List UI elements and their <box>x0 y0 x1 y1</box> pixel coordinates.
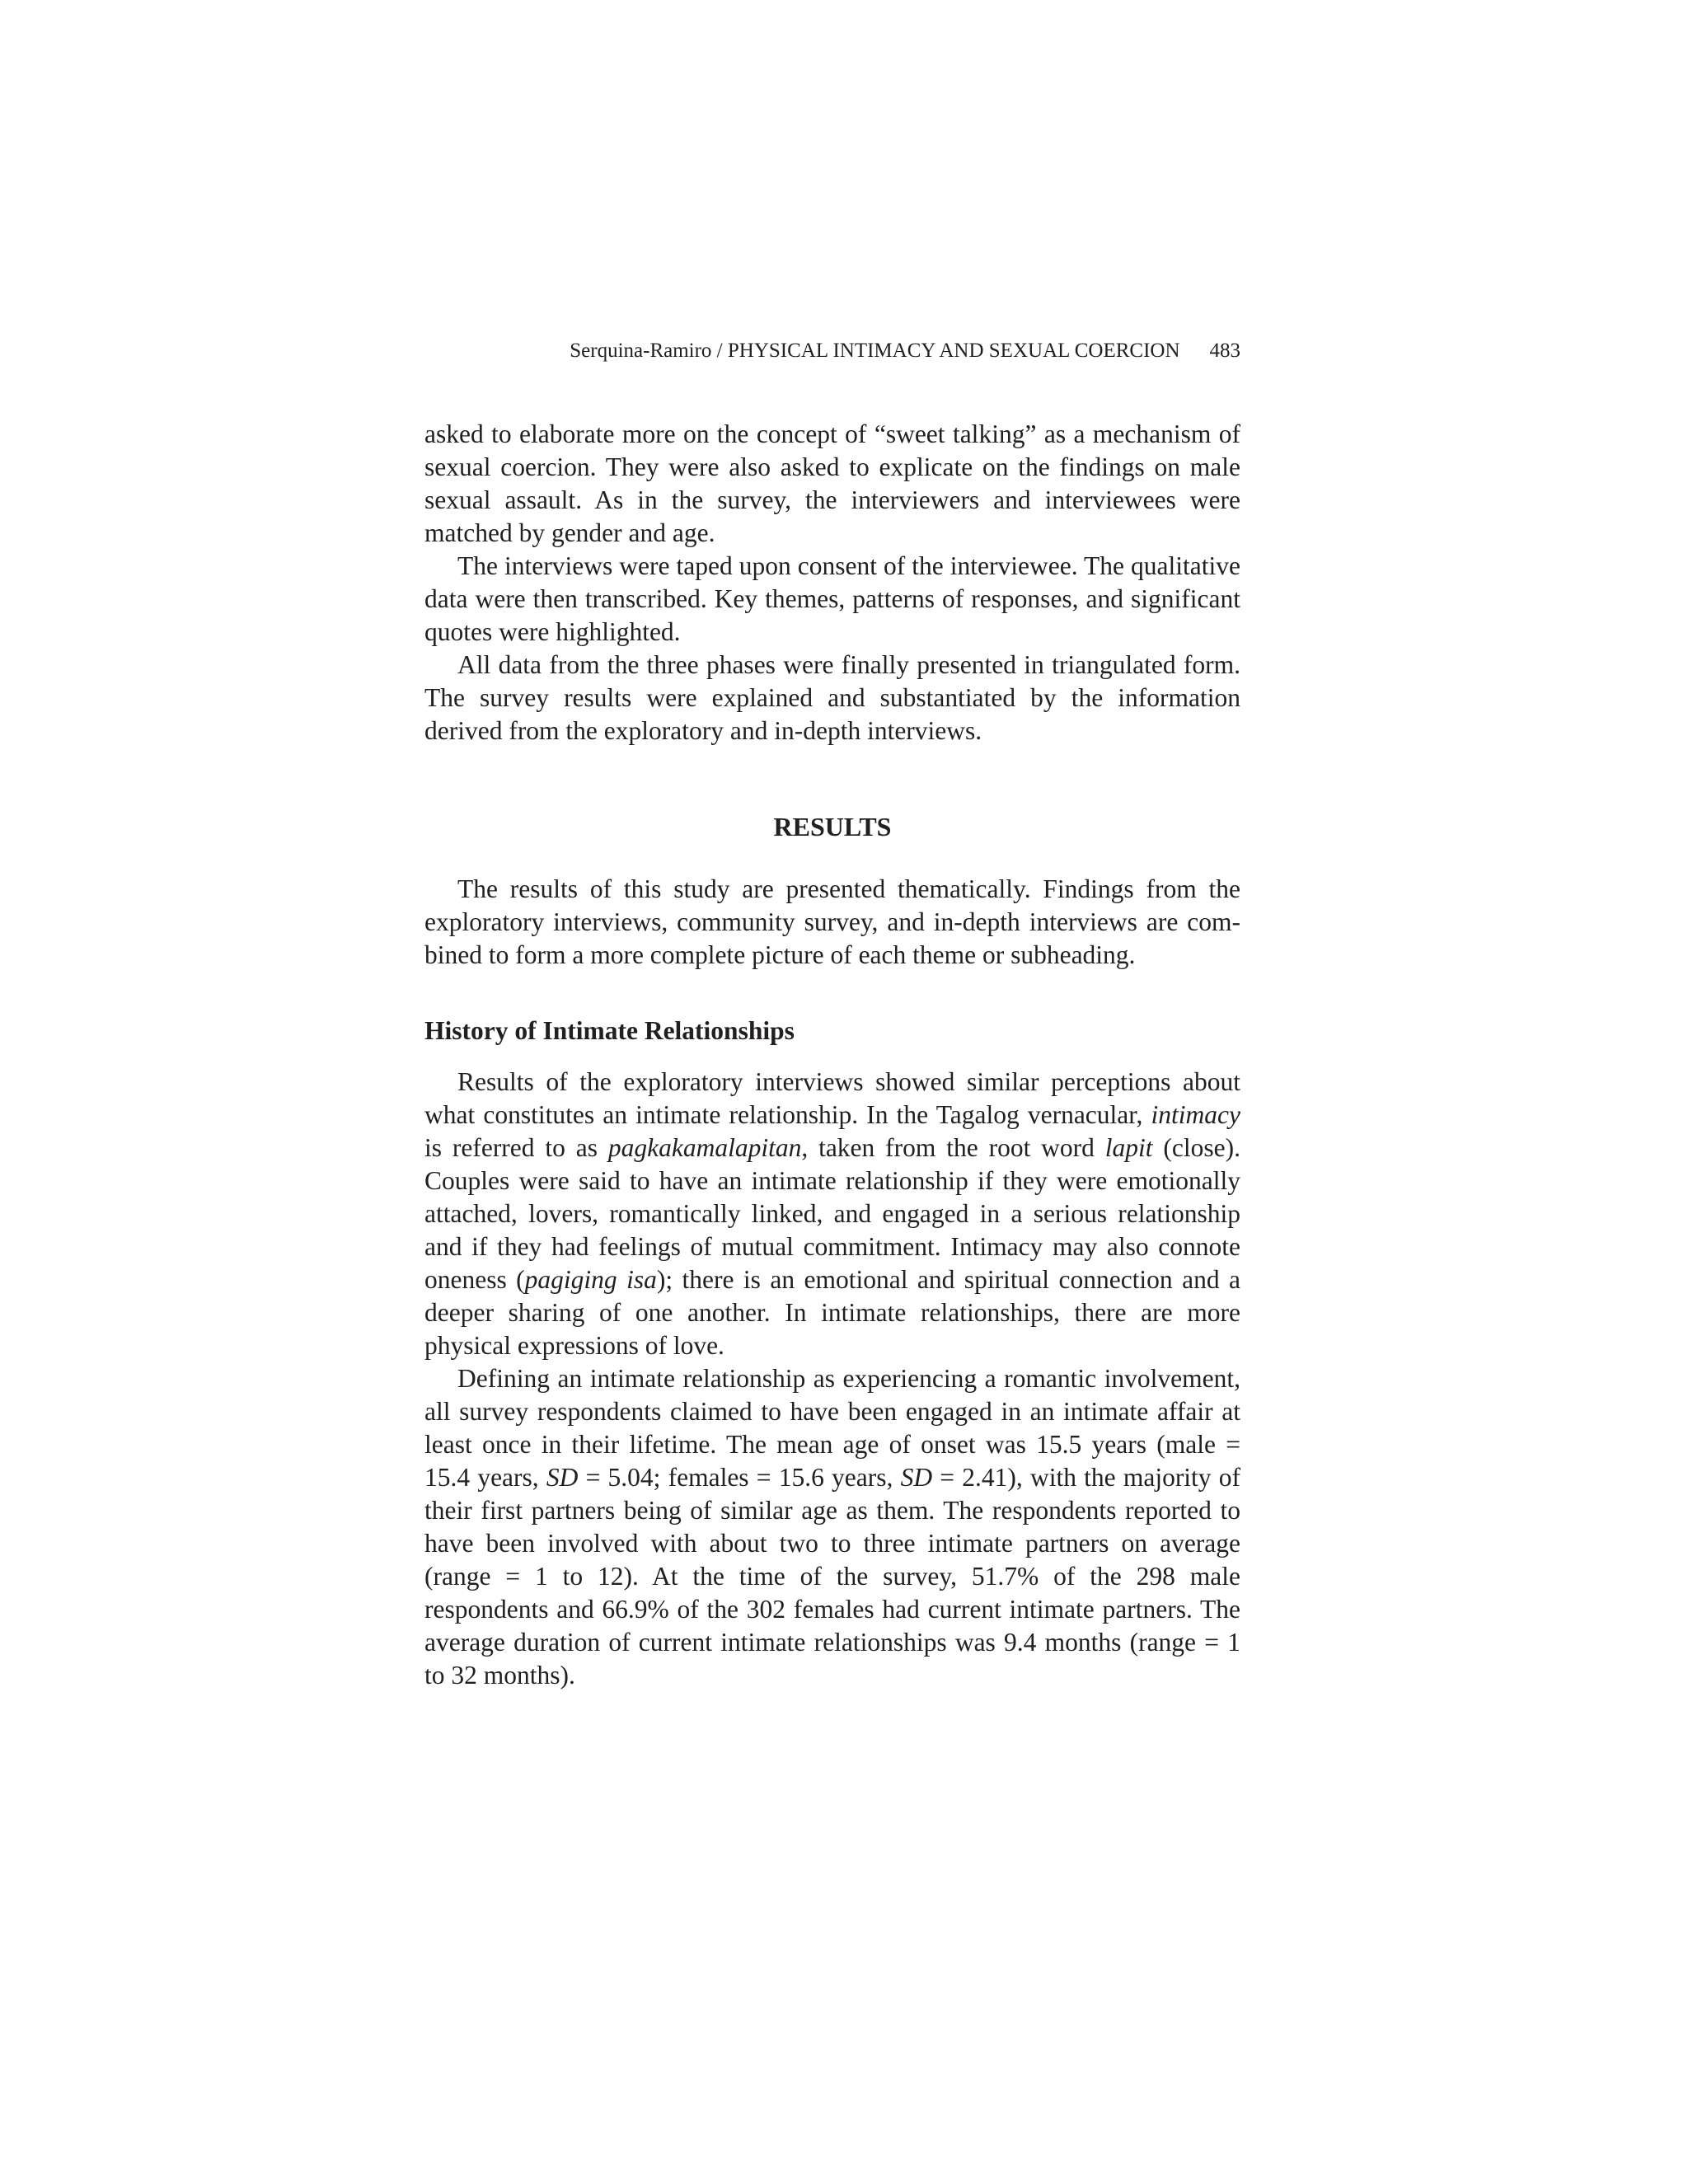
text-run: Defining an intimate relationship as experiencing a romantic involvement, all survey respondents claimed to have been engaged in an intimate affair at least once in their lifetime. The mean age of onset was 15.5 years (male = 15.4 years, <box>424 1364 1240 1492</box>
results-heading: RESULTS <box>773 812 892 841</box>
italic-term: lapit <box>1104 1133 1153 1162</box>
italic-term: SD <box>900 1463 933 1492</box>
paragraph-triangulated-data: All data from the three phases were finally presented in triangulated form. The survey results were explained and substantiated by the information derived from the exploratory and in-depth interviews. <box>424 650 1240 745</box>
italic-term: pagiging isa <box>524 1265 657 1294</box>
text-run: (close). Couples were said to have an intimate relationship if they were emotionally attached, lovers, romantically linked, and engaged in a serious relationship and if they had feelings of mutual commitment. Intimacy may also connote oneness ( <box>424 1133 1241 1294</box>
paragraph-interviews-taped: The interviews were taped upon consent of the interviewee. The qualitative data were then transcribed. Key themes, patterns of responses, and significant quotes were highlighted. <box>424 551 1240 646</box>
italic-term: pagkakamalapitan <box>607 1133 802 1162</box>
text-run: is referred to as <box>424 1133 608 1162</box>
text-run: = 2.41), with the majority of their first partners being of similar age as them. The respondents reported to have been involved with about two to three intimate partners on average (range = 1 to 12). At the time of the survey, 51.7% of the 298 male respondents and 66.9% of the 302 females had current intimate partners. The average duration of current intimate relationships was 9.4 months (range = 1 to 32 months). <box>424 1463 1241 1690</box>
history-heading: History of Intimate Relationships <box>424 1016 795 1045</box>
text-run: , taken from the root word <box>801 1133 1105 1162</box>
page-number: 483 <box>1209 340 1240 362</box>
running-title: Serquina-Ramiro / PHYSICAL INTIMACY AND SEXUAL COERCION <box>570 340 1180 362</box>
history-paragraph-2 <box>424 1362 1240 1692</box>
body-text <box>424 418 1240 1692</box>
italic-term: intimacy <box>1151 1100 1240 1129</box>
italic-term: SD <box>546 1463 579 1492</box>
text-run: Results of the exploratory interviews showed similar perceptions about what constitutes an intimate relationship. In the Tagalog vernacular, <box>424 1067 1240 1129</box>
history-paragraph-1 <box>424 1066 1240 1362</box>
text-run: = 5.04; females = 15.6 years, <box>578 1463 901 1492</box>
continuation-paragraph: asked to elaborate more on the concept of “sweet talking” as a mechanism of sexual coercion. They were also asked to explicate on the findings on male sexual assault. As in the survey, the interviewers and interviewees were matched by gender and age. <box>424 419 1240 547</box>
results-intro-paragraph: The results of this study are presented thematically. Findings from the exploratory interviews, community survey, and in-depth interviews are combined to form a more complete picture of each theme or subheading. <box>424 874 1240 969</box>
running-header <box>424 336 1240 366</box>
text-run: ); there is an emotional and spiritual connection and a deeper sharing of one another. In intimate relationships, there are more physical expressions of love. <box>424 1265 1240 1360</box>
